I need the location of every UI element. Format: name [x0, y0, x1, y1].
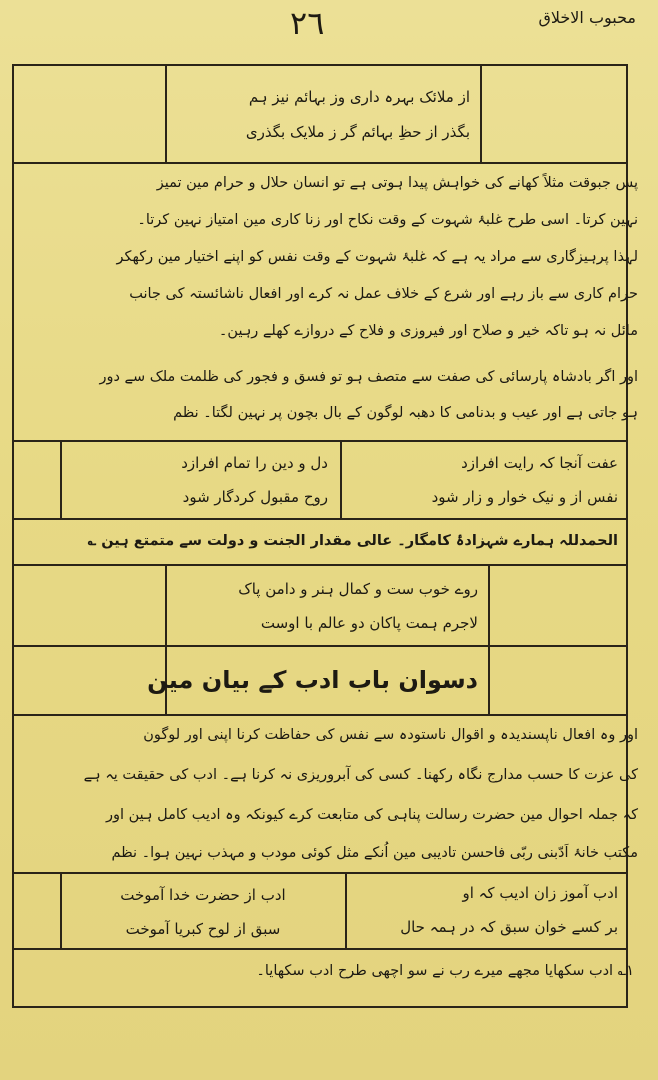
couplet-3-left-divider [165, 564, 167, 646]
chapter-bottom-rule [12, 714, 626, 716]
chapter-top-rule [12, 645, 626, 647]
couplet-2-right-line-2: نفس از و نیک خوار و زار شود [431, 488, 618, 506]
paragraph-3-line-4: مکتب خانۂ اَدّبنی ربّی فاحسن تادیبی مین اُنکے مثل کوئی مودب و مہذب نہین ہوا۔ نظم [111, 845, 638, 861]
paragraph-3-line-2: کی عزت کا حسب مدارج نگاہ رکھنا۔ کسی کی آبروریزی نہ کرنا ہے۔ ادب کی حقیقت یہ ہے [83, 767, 638, 783]
couplet-2-middle-divider [340, 440, 342, 520]
praise-line: الحمدللہ ہمارے شہزادۂ کامگار۔ عالی مقدار الجنت و دولت سے متمتع ہین ؎ [87, 533, 618, 549]
couplet-1-right-divider [480, 64, 482, 164]
couplet-1-bottom-rule [12, 162, 626, 164]
paragraph-1-line-1: پس جبوقت مثلاً کھانے کی خواہش پیدا ہوتی ہے تو انسان حلال و حرام مین تمیز [156, 175, 638, 191]
paragraph-1-line-3: لہذا پرہیزگاری سے مراد یہ ہے کہ غلبۂ شہوت کے وقت نفس کو اپنے اختیار مین رکھکر [116, 249, 638, 265]
couplet-2-bottom-rule [12, 518, 626, 520]
couplet-1-line-1: از ملائک بہرہ داری وز بہائم نیز ہم [248, 88, 470, 106]
paragraph-3-line-1: اور وہ افعال ناپسندیدہ و اقوال ناستودہ سے نفس کی حفاظت کرنا اپنی اور لوگون [143, 727, 638, 743]
paragraph-1-line-2: نہین کرتا۔ اسی طرح غلبۂ شہوت کے وقت نکاح اور زنا کاری مین امتیاز نہین کرتا۔ [137, 212, 638, 228]
couplet-3-line-1: روے خوب ست و کمال ہنر و دامن پاک [238, 580, 478, 598]
couplet-3-line-2: لاجرم ہمت پاکان دو عالم با اوست [260, 614, 478, 632]
chapter-right-divider [488, 645, 490, 715]
couplet-4-bottom-rule [12, 948, 626, 950]
couplet-2-left-divider [60, 440, 62, 520]
couplet-2-left-line-1: دل و دین را تمام افرازد [181, 454, 328, 472]
couplet-2-right-line-1: عفت آنجا کہ رایت افرازد [461, 454, 618, 472]
couplet-3-top-rule [12, 564, 626, 566]
book-title: محبوب الاخلاق [538, 8, 636, 27]
couplet-4-middle-divider [345, 872, 347, 950]
paragraph-1-line-5: مائل نہ ہو تاکہ خیر و صلاح اور فیروزی و فلاح کے دروازے کھلے رہین۔ [218, 323, 638, 339]
couplet-4-right-line-2: بر کسے خوان سبق کہ در ہمہ حال [400, 918, 618, 936]
couplet-4-right-line-1: ادب آموز زان ادیب کہ او [462, 884, 618, 902]
couplet-2-left-line-2: روح مقبول کردگار شود [182, 488, 328, 506]
footnote: ۱؎ ادب سکھایا مجھے میرے رب نے سو اچھی طرح ادب سکھایا۔ [256, 963, 634, 979]
couplet-4-left-line-1: ادب از حضرت خدا آموخت [120, 886, 286, 904]
paragraph-1-line-4: حرام کاری سے باز رہے اور شرع کے خلاف عمل نہ کرے اور افعال ناشائستہ کی جانب [129, 286, 638, 302]
couplet-4-left-line-2: سبق از لوح کبریا آموخت [125, 920, 281, 938]
paragraph-2-line-1: اور اگر بادشاہ پارسائی کی صفت سے متصف ہو تو فسق و فجور کی ظلمت ملک سے دور [99, 369, 638, 385]
couplet-4-left-divider [60, 872, 62, 950]
couplet-1-left-divider [165, 64, 167, 164]
couplet-1-line-2: بگذر از حظِ بہائم گر ز ملایک بگذری [245, 123, 470, 141]
page-number: ٢٦ [290, 4, 325, 42]
paragraph-2-line-2: ہو جاتی ہے اور عیب و بدنامی کا دھبہ لوگون کے بال بچون پر نہین لگتا۔ نظم [173, 405, 638, 421]
couplet-3-right-divider [488, 564, 490, 646]
chapter-heading: دسوان باب ادب کے بیان مین [147, 666, 478, 694]
couplet-2-top-rule [12, 440, 626, 442]
paragraph-3-line-3: کہ جملہ احوال مین حضرت رسالت پناہی کی متابعت کرے کیونکہ وہ ادیب کامل ہین اور [105, 807, 638, 823]
couplet-4-top-rule [12, 872, 626, 874]
